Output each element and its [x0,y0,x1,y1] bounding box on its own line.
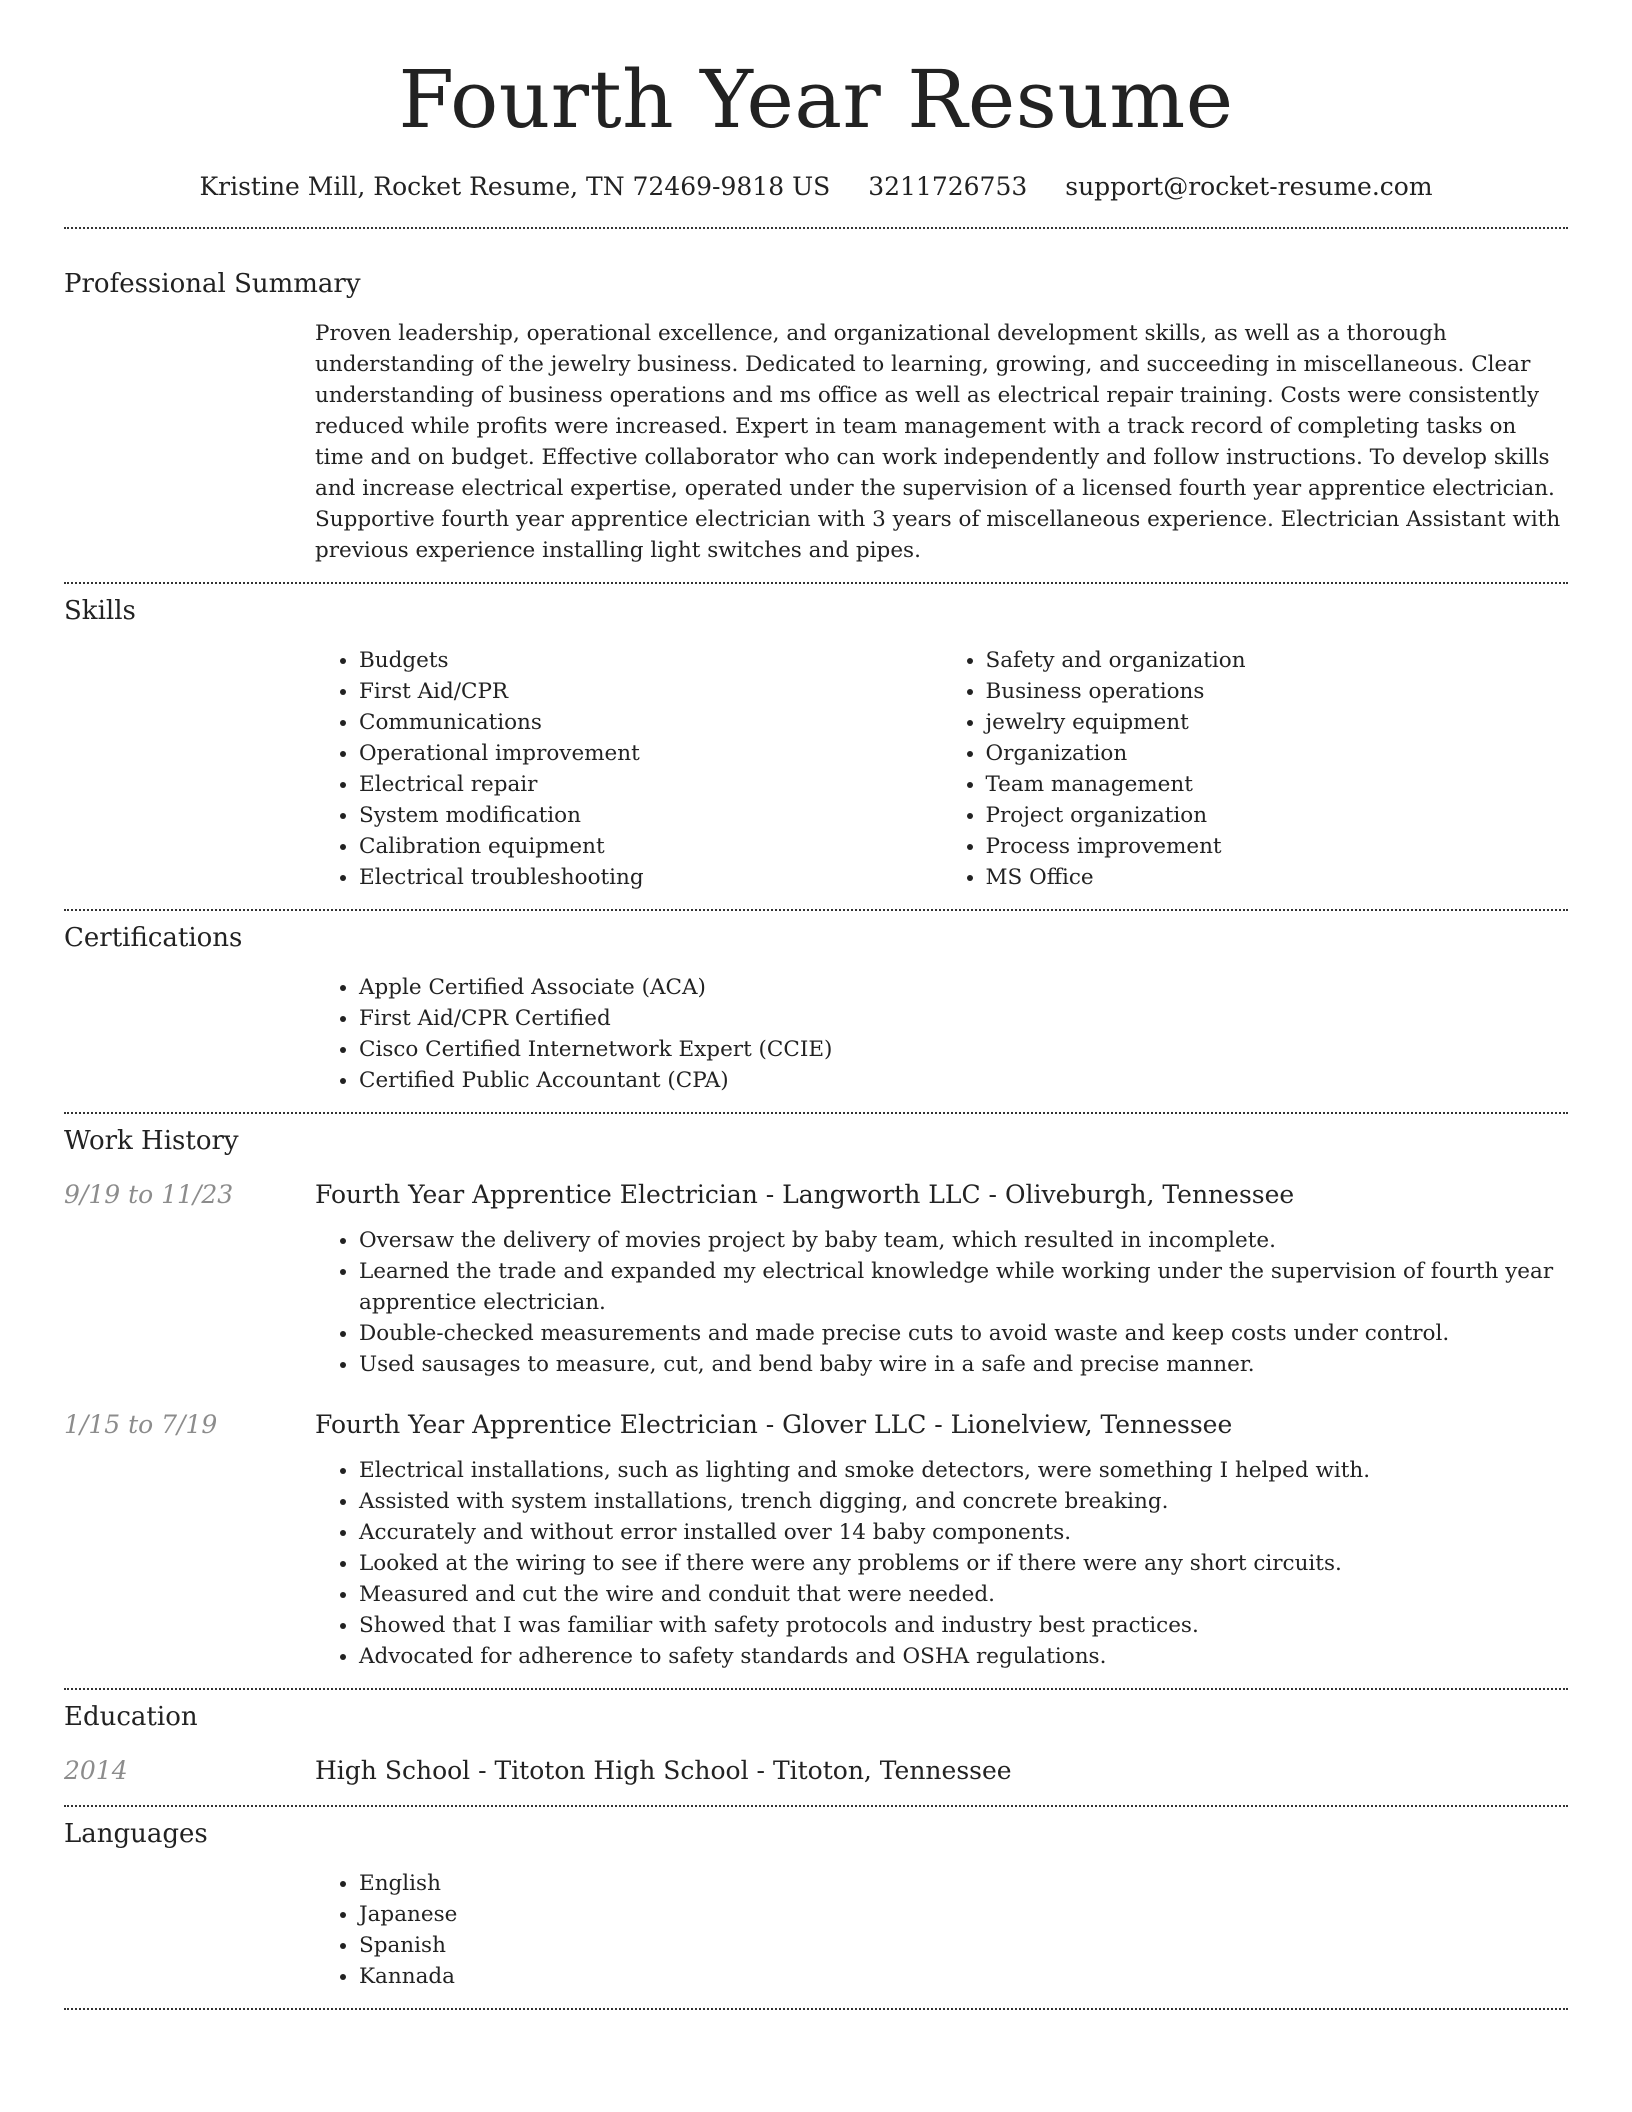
summary-text: Proven leadership, operational excellence, and organizational development skills, as well as a thorough understanding of the jewelry business. Dedicated to learning, growing, and succeeding in miscellaneous. Clear understanding of business operations and ms office as well as electrical repair training. Costs were consistently reduced while profits were increased. Expert in team management with a track record of completing tasks on time and on budget. Effective collaborator who can work independently and follow instructions. To develop skills and increase electrical expertise, operated under the supervision of a licensed fourth year apprentice electrician. Supportive fourth year apprentice electrician with 3 years of miscellaneous experience. Electrician Assistant with previous experience installing light switches and pipes. [315,321,1561,563]
certifications-list [315,972,1568,1096]
list-item: • Kannada [359,1961,1568,1992]
list-item: • Looked at the wiring to see if there were any problems or if there were any short circuits. [359,1548,1568,1579]
list-item: • Cisco Certified Internetwork Expert (CCIE) [359,1034,1568,1065]
job-date: 9/19 to 11/23 [64,1180,234,1209]
job-bullets [315,1455,1568,1672]
list-item: • Organization [986,738,1569,769]
list-item: • Measured and cut the wire and conduit that were needed. [359,1579,1568,1610]
list-item: • Oversaw the delivery of movies project by baby team, which resulted in incomplete. [359,1225,1568,1256]
education-date: 2014 [64,1756,128,1785]
summary-section [64,229,1568,582]
contact-address: Kristine Mill, Rocket Resume, TN 72469-9818 US [199,172,831,201]
list-item: • Double-checked measurements and made precise cuts to avoid waste and keep costs under control. [359,1318,1568,1349]
list-item: • Communications [359,707,942,738]
section-title-education: Education [64,1702,198,1732]
list-item: • Learned the trade and expanded my electrical knowledge while working under the supervision of fourth year apprentice electrician. [359,1256,1568,1318]
list-item: • English [359,1868,1568,1899]
list-item: • Budgets [359,645,942,676]
list-item: • Advocated for adherence to safety standards and OSHA regulations. [359,1641,1568,1672]
section-title-certifications: Certifications [64,923,243,953]
section-title-skills: Skills [64,596,136,626]
list-item: • MS Office [986,862,1569,893]
resume-page [64,0,1568,2010]
section-title-summary: Professional Summary [64,269,361,299]
education-entry: High School - Titoton High School - Titoton, Tennessee [315,1756,1012,1785]
languages-list [315,1868,1568,1992]
contact-phone: 3211726753 [868,172,1028,201]
list-item: • Accurately and without error installed over 14 baby components. [359,1517,1568,1548]
skills-section [64,584,1568,909]
resume-title: Fourth Year Resume [398,53,1234,146]
list-item: • Certified Public Accountant (CPA) [359,1065,1568,1096]
contact-email: support@rocket-resume.com [1065,172,1433,201]
list-item: • Assisted with system installations, trench digging, and concrete breaking. [359,1486,1568,1517]
list-item: • Apple Certified Associate (ACA) [359,972,1568,1003]
list-item: • jewelry equipment [986,707,1569,738]
list-item: • System modification [359,800,942,831]
skills-list-left [315,645,942,893]
list-item: • First Aid/CPR [359,676,942,707]
list-item: • Project organization [986,800,1569,831]
list-item: • Japanese [359,1899,1568,1930]
divider [64,2008,1568,2010]
list-item: • Showed that I was familiar with safety protocols and industry best practices. [359,1610,1568,1641]
job-entry [64,1410,1568,1688]
job-title: Fourth Year Apprentice Electrician - Langworth LLC - Oliveburgh, Tennessee [315,1180,1295,1209]
section-title-languages: Languages [64,1819,208,1849]
skills-list-right [942,645,1569,893]
certifications-section [64,911,1568,1112]
list-item: • Used sausages to measure, cut, and bend baby wire in a safe and precise manner. [359,1349,1568,1380]
job-title: Fourth Year Apprentice Electrician - Glover LLC - Lionelview, Tennessee [315,1410,1233,1439]
education-section [64,1690,1568,1805]
contact-line [64,172,1568,201]
work-history-section [64,1114,1568,1688]
list-item: • Electrical installations, such as lighting and smoke detectors, were something I helped with. [359,1455,1568,1486]
list-item: • Electrical troubleshooting [359,862,942,893]
job-date: 1/15 to 7/19 [64,1410,218,1439]
list-item: • Process improvement [986,831,1569,862]
list-item: • Operational improvement [359,738,942,769]
job-bullets [315,1225,1568,1380]
list-item: • Spanish [359,1930,1568,1961]
list-item: • Safety and organization [986,645,1569,676]
section-title-work: Work History [64,1126,239,1156]
job-entry [64,1180,1568,1380]
list-item: • First Aid/CPR Certified [359,1003,1568,1034]
list-item: • Electrical repair [359,769,942,800]
languages-section [64,1807,1568,2008]
list-item: • Business operations [986,676,1569,707]
list-item: • Team management [986,769,1569,800]
list-item: • Calibration equipment [359,831,942,862]
